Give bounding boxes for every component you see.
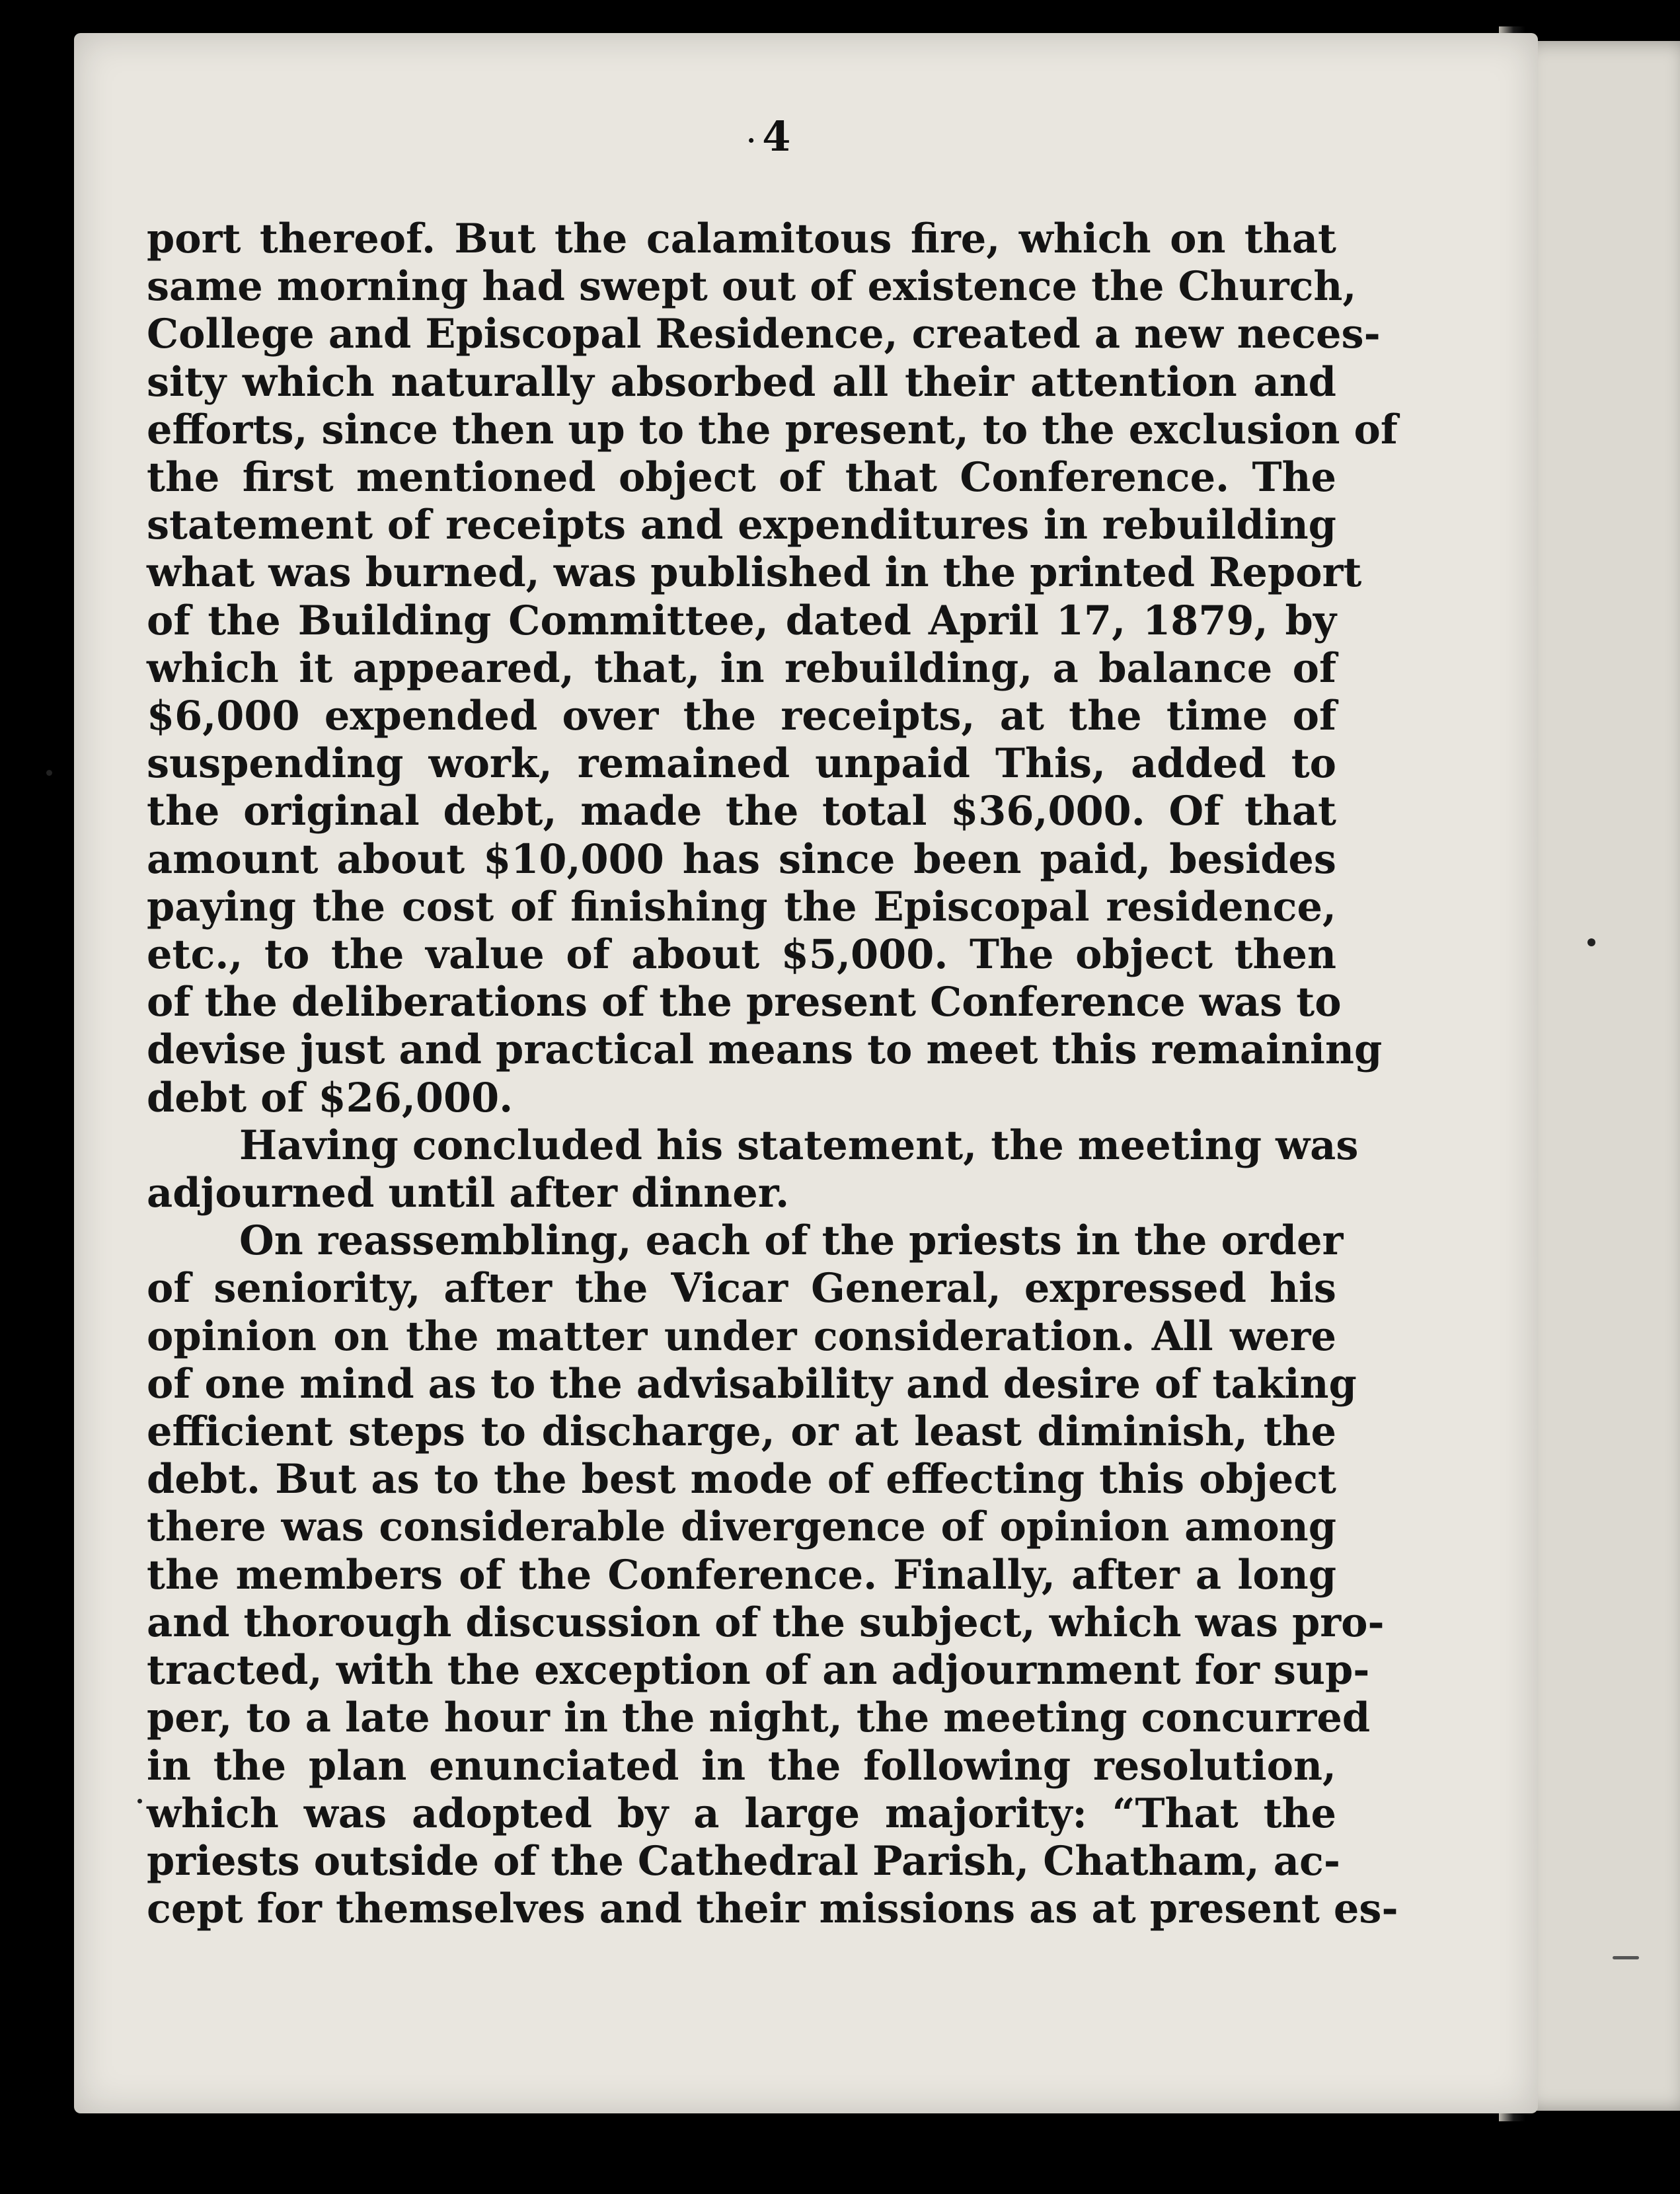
text-line: cept for themselves and their missions as at present es- bbox=[147, 1885, 1398, 1933]
text-line: statement of receipts and expenditures in rebuilding bbox=[147, 502, 1336, 549]
text-line: efficient steps to discharge, or at least diminish, the bbox=[147, 1408, 1336, 1456]
paragraph bbox=[147, 1217, 1398, 1933]
text-line: priests outside of the Cathedral Parish, Chatham, ac- bbox=[147, 1837, 1340, 1885]
text-line: there was considerable divergence of opinion among bbox=[147, 1503, 1336, 1551]
text-line: the first mentioned object of that Conference. The bbox=[147, 454, 1336, 502]
text-line: adjourned until after dinner. bbox=[147, 1170, 790, 1217]
speck-mark bbox=[1587, 938, 1595, 946]
text-line: paying the cost of finishing the Episcopal residence, bbox=[147, 883, 1336, 930]
speck-mark bbox=[137, 1799, 142, 1803]
text-line: which was adopted by a large majority: “That the bbox=[147, 1790, 1336, 1837]
text-line: College and Episcopal Residence, created a new neces- bbox=[147, 311, 1381, 358]
text-line: which it appeared, that, in rebuilding, a balance of bbox=[147, 644, 1336, 692]
text-line: suspending work, remained unpaid This, added to bbox=[147, 740, 1336, 788]
text-line: per, to a late hour in the night, the meeting concurred bbox=[147, 1694, 1371, 1742]
facing-page-edge bbox=[1517, 41, 1680, 2111]
text-line: of the Building Committee, dated April 17, 1879, by bbox=[147, 597, 1336, 644]
text-line: same morning had swept out of existence the Church, bbox=[147, 263, 1357, 311]
text-line: of the deliberations of the present Conference was to bbox=[147, 979, 1342, 1026]
text-line: of seniority, after the Vicar General, expressed his bbox=[147, 1265, 1336, 1312]
text-line: debt. But as to the best mode of effecting this object bbox=[147, 1456, 1336, 1503]
text-line: port thereof. But the calamitous fire, which on that bbox=[147, 215, 1336, 262]
text-line: On reassembling, each of the priests in the order bbox=[239, 1217, 1344, 1265]
paragraph bbox=[147, 215, 1398, 1122]
text-line: $6,000 expended over the receipts, at the time of bbox=[147, 693, 1336, 740]
text-line: etc., to the value of about $5,000. The object then bbox=[147, 931, 1336, 979]
text-line: sity which naturally absorbed all their attention and bbox=[147, 358, 1336, 406]
text-line: devise just and practical means to meet this remaining bbox=[147, 1026, 1383, 1074]
speck-mark bbox=[46, 770, 52, 776]
text-line: efforts, since then up to the present, to the exclusion of bbox=[147, 406, 1398, 453]
page-number-text: 4 bbox=[762, 112, 791, 161]
text-line: and thorough discussion of the subject, which was pro- bbox=[147, 1599, 1385, 1646]
text-line: in the plan enunciated in the following resolution, bbox=[147, 1742, 1336, 1790]
text-line: the members of the Conference. Finally, after a long bbox=[147, 1551, 1336, 1599]
body-text bbox=[147, 215, 1398, 1933]
text-line: debt of $26,000. bbox=[147, 1074, 514, 1121]
paragraph bbox=[147, 1121, 1359, 1217]
text-line: what was burned, was published in the printed Report bbox=[147, 549, 1362, 597]
text-line: tracted, with the exception of an adjournment for sup- bbox=[147, 1647, 1370, 1694]
text-line: the original debt, made the total $36,000. Of that bbox=[147, 788, 1336, 835]
scratch-mark bbox=[1613, 1956, 1639, 1959]
text-line: Having concluded his statement, the meeting was bbox=[239, 1121, 1359, 1169]
page-number-dot: · bbox=[747, 125, 756, 155]
text-line: of one mind as to the advisability and desire of taking bbox=[147, 1360, 1357, 1408]
text-line: amount about $10,000 has since been paid, besides bbox=[147, 835, 1336, 883]
page-number bbox=[747, 112, 790, 161]
text-line: opinion on the matter under consideration. All were bbox=[147, 1312, 1336, 1360]
